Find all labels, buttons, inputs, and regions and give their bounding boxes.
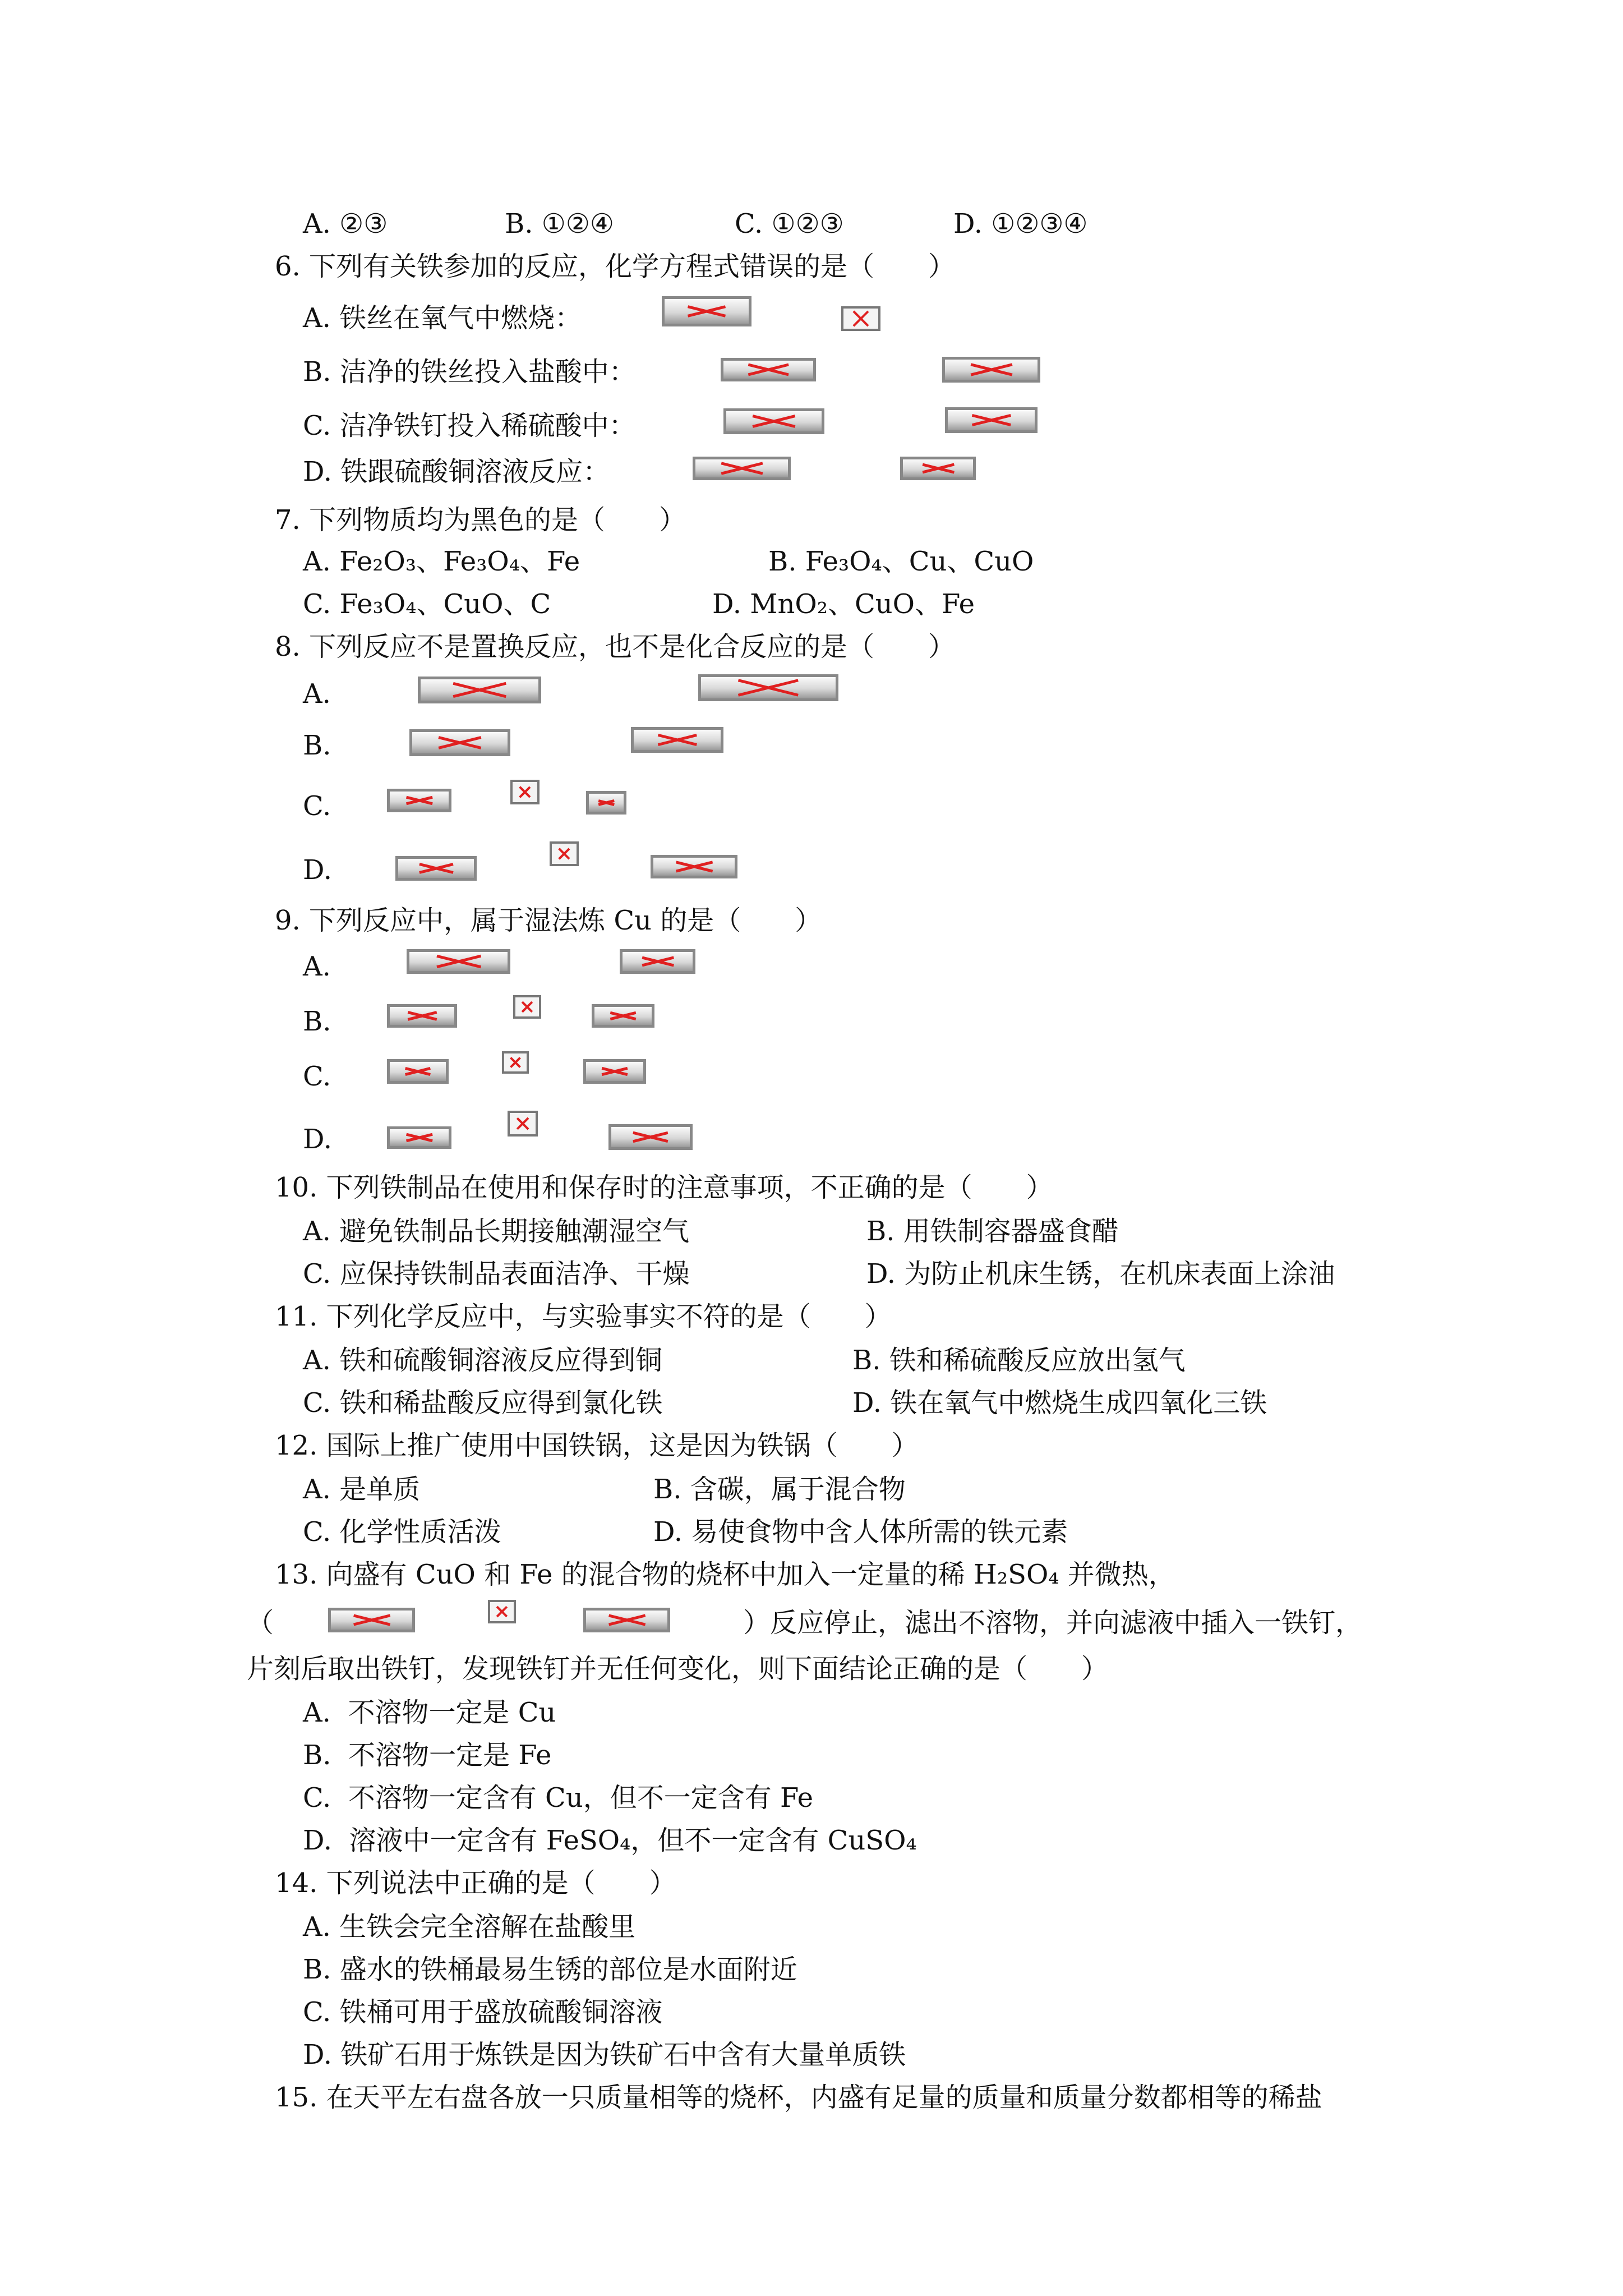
broken-image-icon bbox=[387, 1004, 457, 1028]
broken-image-icon bbox=[592, 1004, 654, 1028]
q6-option-c: C. 洁净铁钉投入稀硫酸中： bbox=[303, 410, 636, 441]
q13-stem-open-paren: （ bbox=[247, 1607, 274, 1639]
q9-option-c: C. bbox=[303, 1061, 331, 1092]
q9-option-b: B. bbox=[303, 1006, 331, 1037]
q10-option-a: A. 避免铁制品长期接触潮湿空气 bbox=[303, 1216, 690, 1247]
broken-image-icon bbox=[651, 855, 737, 878]
q11-stem: 11. 下列化学反应中，与实验事实不符的是（ ） bbox=[275, 1301, 892, 1332]
q8-stem: 8. 下列反应不是置换反应，也不是化合反应的是（ ） bbox=[275, 631, 956, 662]
q9-option-d: D. bbox=[303, 1124, 333, 1155]
q8-option-d: D. bbox=[303, 854, 333, 886]
q7-option-c: C. Fe₃O₄、CuO、C bbox=[303, 588, 551, 620]
q6-stem: 6. 下列有关铁参加的反应，化学方程式错误的是（ ） bbox=[275, 251, 956, 282]
broken-image-icon bbox=[387, 1126, 451, 1149]
broken-image-icon bbox=[328, 1608, 415, 1632]
q5-option-c: C. ①②③ bbox=[735, 208, 844, 240]
q12-option-d: D. 易使食物中含人体所需的铁元素 bbox=[653, 1516, 1068, 1548]
q12-option-a: A. 是单质 bbox=[303, 1474, 421, 1505]
broken-image-icon bbox=[698, 674, 838, 701]
broken-image-icon bbox=[841, 306, 880, 331]
q12-option-c: C. 化学性质活泼 bbox=[303, 1516, 501, 1548]
q15-stem: 15. 在天平左右盘各放一只质量相等的烧杯，内盛有足量的质量和质量分数都相等的稀盐 bbox=[275, 2082, 1322, 2113]
q5-option-b: B. ①②④ bbox=[505, 208, 614, 240]
q5-option-d: D. ①②③④ bbox=[953, 208, 1088, 240]
q13-stem-line2: ）反应停止，滤出不溶物，并向滤液中插入一铁钉， bbox=[743, 1607, 1363, 1639]
q9-stem: 9. 下列反应中，属于湿法炼 Cu 的是（ ） bbox=[275, 905, 822, 936]
broken-image-icon bbox=[395, 856, 477, 881]
q14-option-b: B. 盛水的铁桶最易生锈的部位是水面附近 bbox=[303, 1954, 797, 1985]
q7-stem: 7. 下列物质均为黑色的是（ ） bbox=[275, 504, 686, 536]
broken-image-icon bbox=[513, 995, 541, 1019]
q14-option-c: C. 铁桶可用于盛放硫酸铜溶液 bbox=[303, 1996, 663, 2028]
q13-option-a: A. 不溶物一定是 Cu bbox=[303, 1697, 556, 1728]
q10-option-c: C. 应保持铁制品表面洁净、干燥 bbox=[303, 1258, 690, 1290]
broken-image-icon bbox=[502, 1051, 529, 1074]
q13-option-d: D. 溶液中一定含有 FeSO₄，但不一定含有 CuSO₄ bbox=[303, 1825, 917, 1856]
q7-option-b: B. Fe₃O₄、Cu、CuO bbox=[768, 546, 1034, 577]
q14-option-a: A. 生铁会完全溶解在盐酸里 bbox=[303, 1911, 636, 1943]
broken-image-icon bbox=[387, 1059, 449, 1084]
broken-image-icon bbox=[723, 408, 824, 434]
q8-option-b: B. bbox=[303, 730, 331, 761]
broken-image-icon bbox=[662, 296, 751, 326]
q8-option-a: A. bbox=[303, 678, 331, 710]
broken-image-icon bbox=[510, 780, 540, 804]
broken-image-icon bbox=[945, 407, 1038, 433]
broken-image-icon bbox=[488, 1600, 516, 1623]
q11-option-c: C. 铁和稀盐酸反应得到氯化铁 bbox=[303, 1387, 663, 1419]
q13-stem-line1: 13. 向盛有 CuO 和 Fe 的混合物的烧杯中加入一定量的稀 H₂SO₄ 并微热， bbox=[275, 1559, 1175, 1590]
broken-image-icon bbox=[409, 729, 510, 756]
q8-option-c: C. bbox=[303, 790, 331, 822]
q7-option-d: D. MnO₂、CuO、Fe bbox=[712, 588, 975, 620]
q7-option-a: A. Fe₂O₃、Fe₃O₄、Fe bbox=[303, 546, 580, 577]
q14-option-d: D. 铁矿石用于炼铁是因为铁矿石中含有大量单质铁 bbox=[303, 2039, 906, 2070]
q9-option-a: A. bbox=[303, 951, 331, 982]
broken-image-icon bbox=[387, 789, 451, 812]
broken-image-icon bbox=[550, 841, 579, 866]
q12-stem: 12. 国际上推广使用中国铁锅，这是因为铁锅（ ） bbox=[275, 1430, 919, 1461]
q12-option-b: B. 含碳，属于混合物 bbox=[653, 1474, 906, 1505]
broken-image-icon bbox=[942, 357, 1040, 383]
q13-option-c: C. 不溶物一定含有 Cu，但不一定含有 Fe bbox=[303, 1782, 814, 1814]
q11-option-d: D. 铁在氧气中燃烧生成四氧化三铁 bbox=[852, 1387, 1267, 1419]
broken-image-icon bbox=[631, 727, 723, 753]
broken-image-icon bbox=[508, 1111, 538, 1137]
q10-stem: 10. 下列铁制品在使用和保存时的注意事项，不正确的是（ ） bbox=[275, 1172, 1053, 1203]
broken-image-icon bbox=[721, 358, 816, 381]
broken-image-icon bbox=[418, 677, 541, 703]
q6-option-d: D. 铁跟硫酸铜溶液反应： bbox=[303, 456, 610, 487]
broken-image-icon bbox=[407, 949, 510, 974]
broken-image-icon bbox=[583, 1059, 646, 1084]
broken-image-icon bbox=[608, 1124, 693, 1150]
q11-option-b: B. 铁和稀硫酸反应放出氢气 bbox=[852, 1345, 1186, 1376]
q14-stem: 14. 下列说法中正确的是（ ） bbox=[275, 1867, 676, 1899]
broken-image-icon bbox=[693, 457, 791, 480]
q6-option-a: A. 铁丝在氧气中燃烧： bbox=[303, 302, 582, 334]
q11-option-a: A. 铁和硫酸铜溶液反应得到铜 bbox=[303, 1345, 663, 1376]
q5-option-a: A. ②③ bbox=[303, 208, 388, 240]
broken-image-icon bbox=[900, 457, 976, 480]
broken-image-icon bbox=[586, 791, 626, 815]
broken-image-icon bbox=[620, 949, 695, 974]
q13-stem-line3: 片刻后取出铁钉，发现铁钉并无任何变化，则下面结论正确的是（ ） bbox=[247, 1653, 1109, 1685]
broken-image-icon bbox=[583, 1608, 670, 1632]
q10-option-d: D. 为防止机床生锈，在机床表面上涂油 bbox=[866, 1258, 1335, 1290]
q13-option-b: B. 不溶物一定是 Fe bbox=[303, 1740, 552, 1771]
q6-option-b: B. 洁净的铁丝投入盐酸中： bbox=[303, 356, 636, 388]
q10-option-b: B. 用铁制容器盛食醋 bbox=[866, 1216, 1119, 1247]
